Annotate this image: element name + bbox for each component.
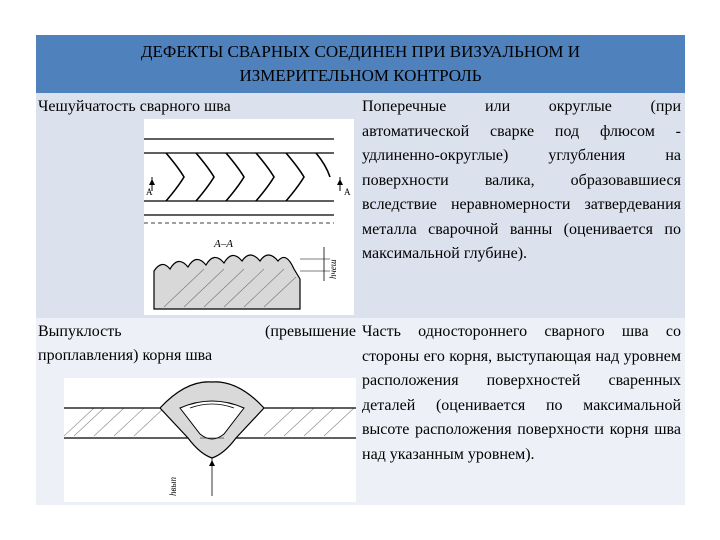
scaliness-diagram — [144, 119, 354, 315]
scaliness-figure — [144, 119, 354, 315]
row1-left-cell — [36, 93, 358, 318]
row1-defect-description: Поперечные или округлые (при автоматической сварке под флюсом - удлиненно-округлые) углубления на поверхности валика, образовавшиеся вследствие неравномерности затвердевания металла сварочной ванны (оценивается по максимальной глубине). — [362, 98, 681, 262]
row2-left-cell — [36, 318, 358, 505]
row2-label-line2: проплавления) корня шва — [38, 347, 213, 364]
table-row-scaliness — [36, 93, 685, 318]
row2-label-part2: (превышение — [265, 323, 356, 340]
table-row-root-convexity — [36, 318, 685, 505]
root-convexity-diagram — [64, 378, 356, 502]
row1-defect-name: Чешуйчатость сварного шва — [38, 98, 231, 115]
defects-table — [36, 35, 685, 505]
table-header — [36, 35, 685, 93]
dim-label-convexity: hвып — [168, 476, 178, 496]
row2-label-part1: Выпуклость — [38, 323, 122, 340]
dim-label-scaliness: hчеш — [328, 259, 338, 279]
row2-defect-description: Часть одностороннего сварного шва со стороны его корня, выступающая над уровнем расположения поверхностей сваренных деталей (оценивается по максимальной высоте расположения поверхности корня шва над указанным уровнем). — [362, 323, 681, 463]
header-line-1: ДЕФЕКТЫ СВАРНЫХ СОЕДИНЕН ПРИ ВИЗУАЛЬНОМ И — [140, 42, 581, 61]
row2-defect-name — [36, 318, 358, 368]
root-convexity-figure — [64, 378, 356, 502]
section-label: А–А — [214, 238, 233, 250]
arrow-label-left: А — [146, 187, 153, 197]
arrow-label-right: А — [344, 187, 351, 197]
row2-right-cell — [358, 318, 685, 505]
header-line-2: ИЗМЕРИТЕЛЬНОМ КОНТРОЛЬ — [239, 66, 482, 85]
row1-right-cell — [358, 93, 685, 318]
